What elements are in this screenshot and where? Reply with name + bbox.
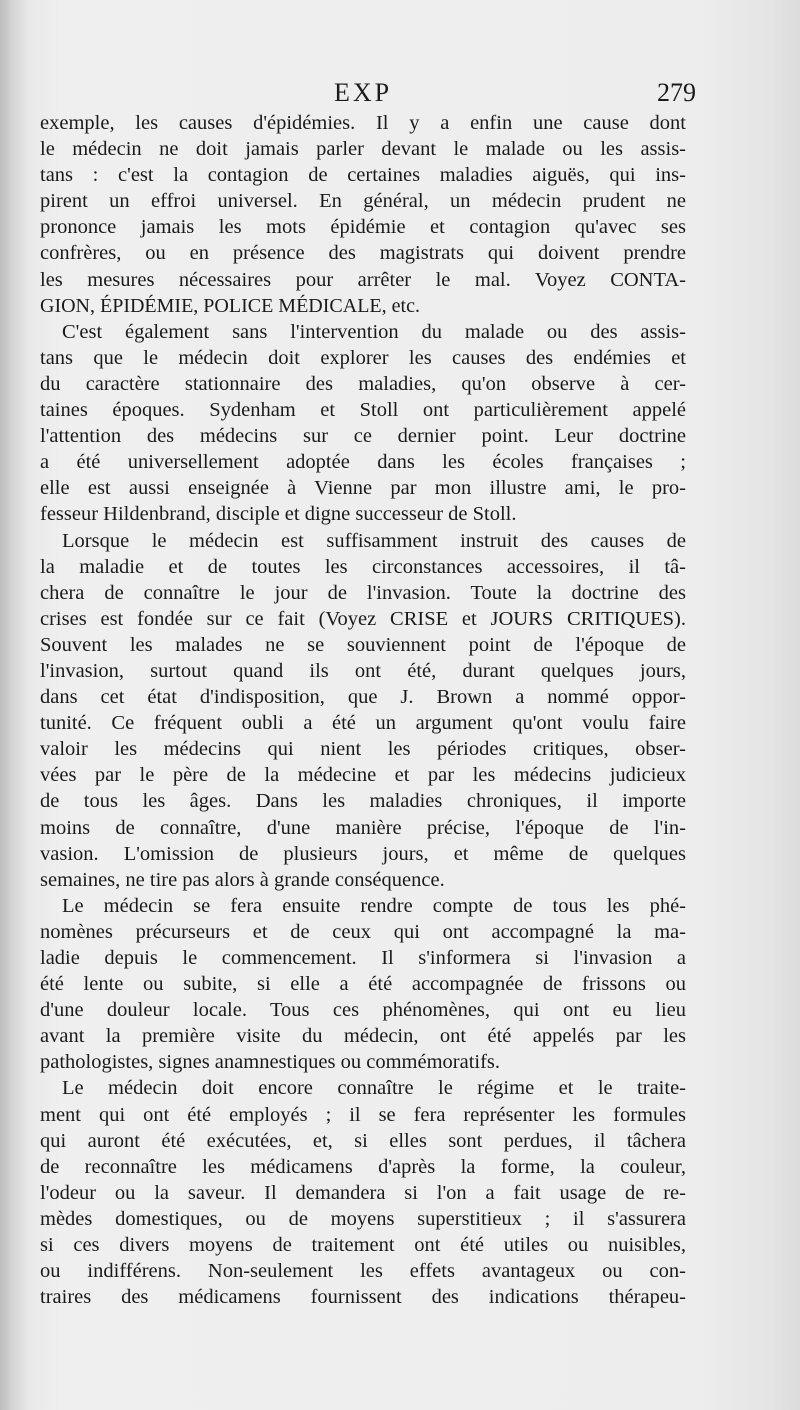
text-line: exemple, les causes d'épidémies. Il y a enfin une cause dont [40,112,686,134]
text-line: valoir les médecins qui nient les périodes critiques, obser- [40,738,686,761]
text-line: d'une douleur locale. Tous ces phénomènes, qui ont eu lieu [40,999,686,1022]
text-line: Le médecin doit encore connaître le régime et le traite- [62,1077,686,1100]
text-line: tans : c'est la contagion de certaines maladies aiguës, qui ins- [40,164,686,187]
text-line: vasion. L'omission de plusieurs jours, et même de quelques [40,842,686,865]
text-line: de reconnaître les médicamens d'après la forme, la couleur, [40,1155,686,1178]
text-line: ou indifférens. Non-seulement les effets avantageux ou con- [40,1260,686,1283]
text-line: vées par le père de la médecine et par les médecins judicieux [40,764,686,787]
text-line: Lorsque le médecin est suffisamment instruit des causes de [62,529,686,552]
text-line: l'invasion, surtout quand ils ont été, durant quelques jours, [40,659,686,682]
text-line: chera de connaître le jour de l'invasion. Toute la doctrine des [40,581,686,604]
text-line: avant la première visite du médecin, ont été appelés par les [40,1025,686,1048]
text-line: semaines, ne tire pas alors à grande conséquence. [40,868,445,891]
text-line: le médecin ne doit jamais parler devant le malade ou les assis- [40,138,686,161]
text-line: ment qui ont été employés ; il se fera représenter les formules [40,1103,686,1126]
text-line: fesseur Hildenbrand, disciple et digne successeur de Stoll. [40,503,517,526]
running-head: EXP [333,78,393,107]
text-line: tunité. Ce fréquent oubli a été un argument qu'ont voulu faire [40,712,686,735]
text-line: elle est aussi enseignée à Vienne par mon illustre ami, le pro- [40,477,686,500]
text-line: les mesures nécessaires pour arrêter le mal. Voyez CONTA- [40,268,686,291]
text-line: ladie depuis le commencement. Il s'informera si l'invasion a [40,947,686,969]
text-line: la maladie et de toutes les circonstances accessoires, il tâ- [40,555,686,578]
page-number: 279 [657,78,696,107]
text-line: moins de connaître, d'une manière précise, l'époque de l'in- [40,816,686,839]
text-line: crises est fondée sur ce fait (Voyez CRISE et JOURS CRITIQUES). [40,607,686,630]
text-line: taines époques. Sydenham et Stoll ont particulièrement appelé [40,399,686,422]
text-line: traires des médicamens fournissent des indications thérapeu- [40,1286,686,1309]
text-line: GION, ÉPIDÉMIE, POLICE MÉDICALE, etc. [40,294,420,317]
text-line: de tous les âges. Dans les maladies chroniques, il importe [40,790,686,813]
text-line: du caractère stationnaire des maladies, qu'on observe à cer- [40,372,686,395]
text-line: pirent un effroi universel. En général, un médecin prudent ne [40,190,686,213]
text-line: si ces divers moyens de traitement ont été utiles ou nuisibles, [40,1234,686,1257]
text-line: dans cet état d'indisposition, que J. Brown a nommé oppor- [40,686,686,709]
text-line: l'odeur ou la saveur. Il demandera si l'on a fait usage de re- [40,1181,686,1204]
text-line: confrères, ou en présence des magistrats qui doivent prendre [40,242,686,265]
text-line: Le médecin se fera ensuite rendre compte de tous les phé- [62,894,686,917]
text-line: a été universellement adoptée dans les écoles françaises ; [40,451,686,474]
text-line: mèdes domestiques, ou de moyens superstitieux ; il s'assurera [40,1207,686,1230]
text-line: qui auront été exécutées, et, si elles sont perdues, il tâchera [40,1129,686,1152]
text-line: prononce jamais les mots épidémie et contagion qu'avec ses [40,216,686,239]
text-line: l'attention des médecins sur ce dernier point. Leur doctrine [40,425,686,448]
text-line: Souvent les malades ne se souviennent point de l'époque de [40,633,686,656]
text-line: C'est également sans l'intervention du malade ou des assis- [62,320,686,343]
text-line: nomènes précurseurs et de ceux qui ont accompagné la ma- [40,920,686,943]
text-line: été lente ou subite, si elle a été accompagnée de frissons ou [40,973,686,996]
text-line: pathologistes, signes anamnestiques ou commémoratifs. [40,1051,501,1074]
text-line: tans que le médecin doit explorer les causes des endémies et [40,346,686,369]
body-text [40,110,686,1310]
page-header [40,78,696,108]
